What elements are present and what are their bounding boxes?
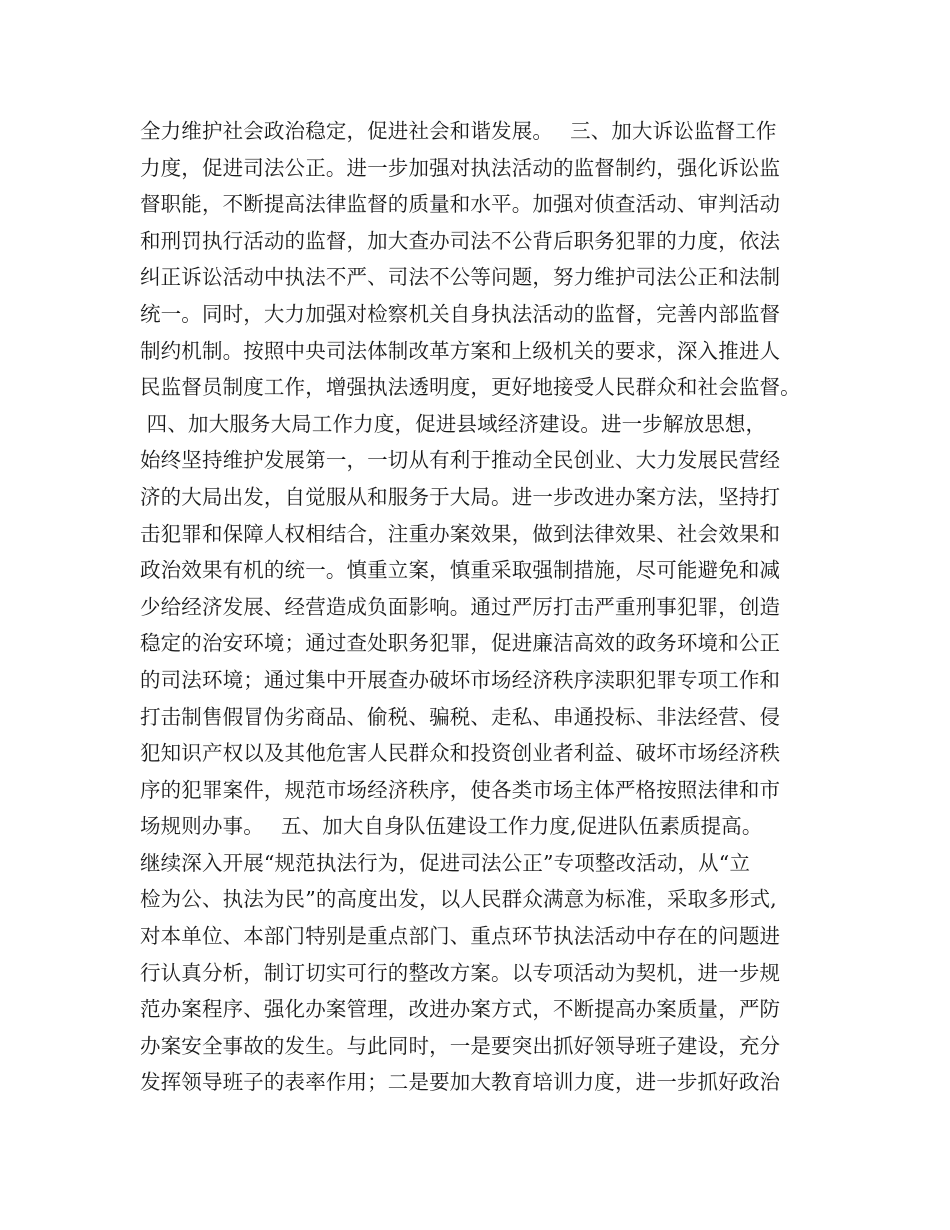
text-line: 纠正诉讼活动中执法不严、司法不公等问题，努力维护司法公正和法制 [140, 265, 781, 290]
text-line: 对本单位、本部门特别是重点部门、重点环节执法活动中存在的问题进 [140, 924, 781, 949]
text-line: 的司法环境；通过集中开展查办破坏市场经济秩序渎职犯罪专项工作和 [140, 667, 781, 692]
text-line: 始终坚持维护发展第一，一切从有利于推动全民创业、大力发展民营经 [140, 448, 781, 473]
text-line: 行认真分析，制订切实可行的整改方案。以专项活动为契机，进一步规 [140, 960, 781, 985]
text-line: 犯知识产权以及其他危害人民群众和投资创业者利益、破坏市场经济秩 [140, 741, 781, 766]
text-line: 继续深入开展“规范执法行为，促进司法公正”专项整改活动，从“立 [140, 850, 751, 875]
text-line: 力度，促进司法公正。进一步加强对执法活动的监督制约，强化诉讼监 [140, 155, 781, 180]
text-line: 统一。同时，大力加强对检察机关自身执法活动的监督，完善内部监督 [140, 301, 781, 326]
text-line: 检为公、执法为民”的高度出发，以人民群众满意为标准，采取多形式, [140, 887, 777, 912]
text-line: 场规则办事。 五、加大自身队伍建设工作力度,促进队伍素质提高。 [140, 814, 763, 839]
text-line: 办案安全事故的发生。与此同时，一是要突出抓好领导班子建设，充分 [140, 1033, 781, 1058]
text-line: 稳定的治安环境；通过查处职务犯罪，促进廉洁高效的政务环境和公正 [140, 631, 781, 656]
text-line: 济的大局出发，自觉服从和服务于大局。进一步改进办案方法，坚持打 [140, 484, 781, 509]
text-line: 全力维护社会政治稳定，促进社会和谐发展。 三、加大诉讼监督工作 [140, 119, 777, 143]
text-line: 少给经济发展、经营造成负面影响。通过严厉打击严重刑事犯罪，创造 [140, 594, 781, 619]
text-line: 发挥领导班子的表率作用；二是要加大教育培训力度，进一步抓好政治 [140, 1070, 781, 1095]
text-line: 序的犯罪案件，规范市场经济秩序，使各类市场主体严格按照法律和市 [140, 777, 781, 802]
body-text [140, 113, 820, 1101]
text-line: 击犯罪和保障人权相结合，注重办案效果，做到法律效果、社会效果和 [140, 521, 781, 546]
text-line: 政治效果有机的统一。慎重立案，慎重采取强制措施，尽可能避免和减 [140, 558, 781, 583]
text-line: 督职能，不断提高法律监督的质量和水平。加强对侦查活动、审判活动 [140, 192, 781, 217]
text-line: 和刑罚执行活动的监督，加大查办司法不公背后职务犯罪的力度，依法 [140, 228, 781, 253]
text-line: 范办案程序、强化办案管理，改进办案方式，不断提高办案质量，严防 [140, 997, 781, 1022]
text-line: 制约机制。按照中央司法体制改革方案和上级机关的要求，深入推进人 [140, 338, 781, 363]
text-line: 四、加大服务大局工作力度，促进县域经济建设。进一步解放思想， [140, 411, 767, 436]
text-line: 打击制售假冒伪劣商品、偷税、骗税、走私、串通投标、非法经营、侵 [140, 704, 781, 729]
text-line: 民监督员制度工作，增强执法透明度，更好地接受人民群众和社会监督。 [140, 375, 801, 400]
